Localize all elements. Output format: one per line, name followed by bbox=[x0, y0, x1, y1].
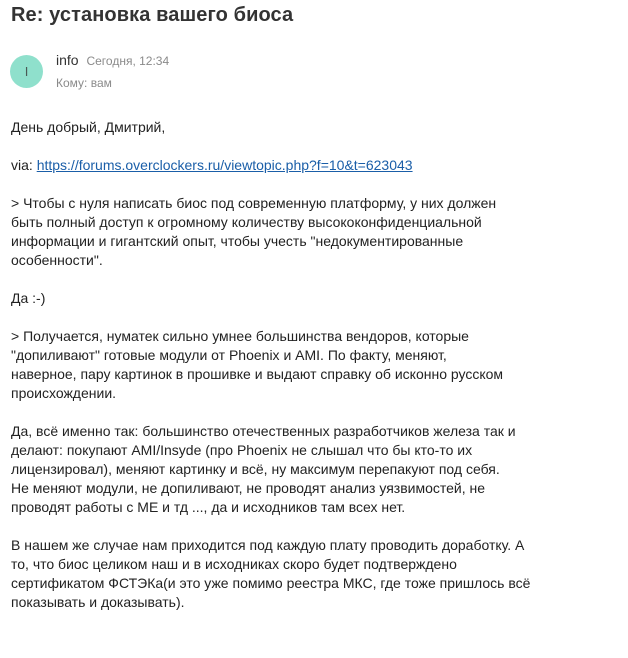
reply-paragraph-2 bbox=[11, 422, 611, 517]
quote-paragraph-1 bbox=[11, 194, 611, 270]
reply2-line: проводят работы с ME и тд ..., да и исходников там всех нет. bbox=[11, 499, 406, 515]
reply2-line: Не меняют модули, не допиливают, не проводят анализ уязвимостей, не bbox=[11, 480, 486, 496]
reply2-line: делают: покупают AMI/Insyde (про Phoenix не слышал что бы кто-то их bbox=[11, 442, 473, 458]
quote2-line: наверное, пару картинок в прошивке и выдают справку об исконно русском bbox=[11, 366, 504, 382]
message-body bbox=[11, 118, 611, 631]
reply-paragraph-3 bbox=[11, 536, 611, 612]
greeting: День добрый, Дмитрий, bbox=[11, 119, 166, 135]
reply-paragraph-1: Да :-) bbox=[11, 290, 46, 306]
via-paragraph bbox=[11, 156, 611, 175]
email-subject: Re: установка вашего биоса bbox=[11, 4, 294, 26]
sender-avatar[interactable]: I bbox=[10, 55, 43, 88]
quote1-line: информации и гигантский опыт, чтобы учесть "недокументированные bbox=[11, 233, 464, 249]
quote2-line: происхождении. bbox=[11, 385, 117, 401]
reply3-line: то, что биос целиком наш и в исходниках скоро будет подтверждено bbox=[11, 556, 457, 572]
quote1-line: быть полный доступ к огромному количеству высококонфиденциальной bbox=[11, 214, 482, 230]
quote2-line: "допиливают" готовые модули от Phoenix и AMI. По факту, меняют, bbox=[11, 347, 447, 363]
recipient-line: Кому: вам bbox=[56, 76, 112, 90]
sender-name[interactable]: info bbox=[56, 52, 79, 68]
reply3-line: показывать и доказывать). bbox=[11, 594, 185, 610]
forum-link[interactable]: https://forums.overclockers.ru/viewtopic.php?f=10&t=623043 bbox=[36, 157, 413, 173]
reply2-line: лицензировал), меняют картинку и всё, ну максимум перепакуют под себя. bbox=[11, 461, 500, 477]
reply3-line: В нашем же случае нам приходится под каждую плату проводить доработку. А bbox=[11, 537, 525, 553]
quote1-line: особенности". bbox=[11, 252, 103, 268]
reply2-line: Да, всё именно так: большинство отечественных разработчиков железа так и bbox=[11, 423, 516, 439]
via-label: via: bbox=[11, 157, 33, 173]
reply3-line: сертификатом ФСТЭКа(и это уже помимо реестра МКС, где тоже пришлось всё bbox=[11, 575, 531, 591]
quote1-line: > Чтобы с нуля написать биос под современную платформу, у них должен bbox=[11, 195, 497, 211]
quote2-line: > Получается, нуматек сильно умнее большинства вендоров, которые bbox=[11, 328, 469, 344]
quote-paragraph-2 bbox=[11, 327, 611, 403]
sent-time: Сегодня, 12:34 bbox=[86, 54, 170, 68]
sender-line bbox=[56, 52, 169, 68]
